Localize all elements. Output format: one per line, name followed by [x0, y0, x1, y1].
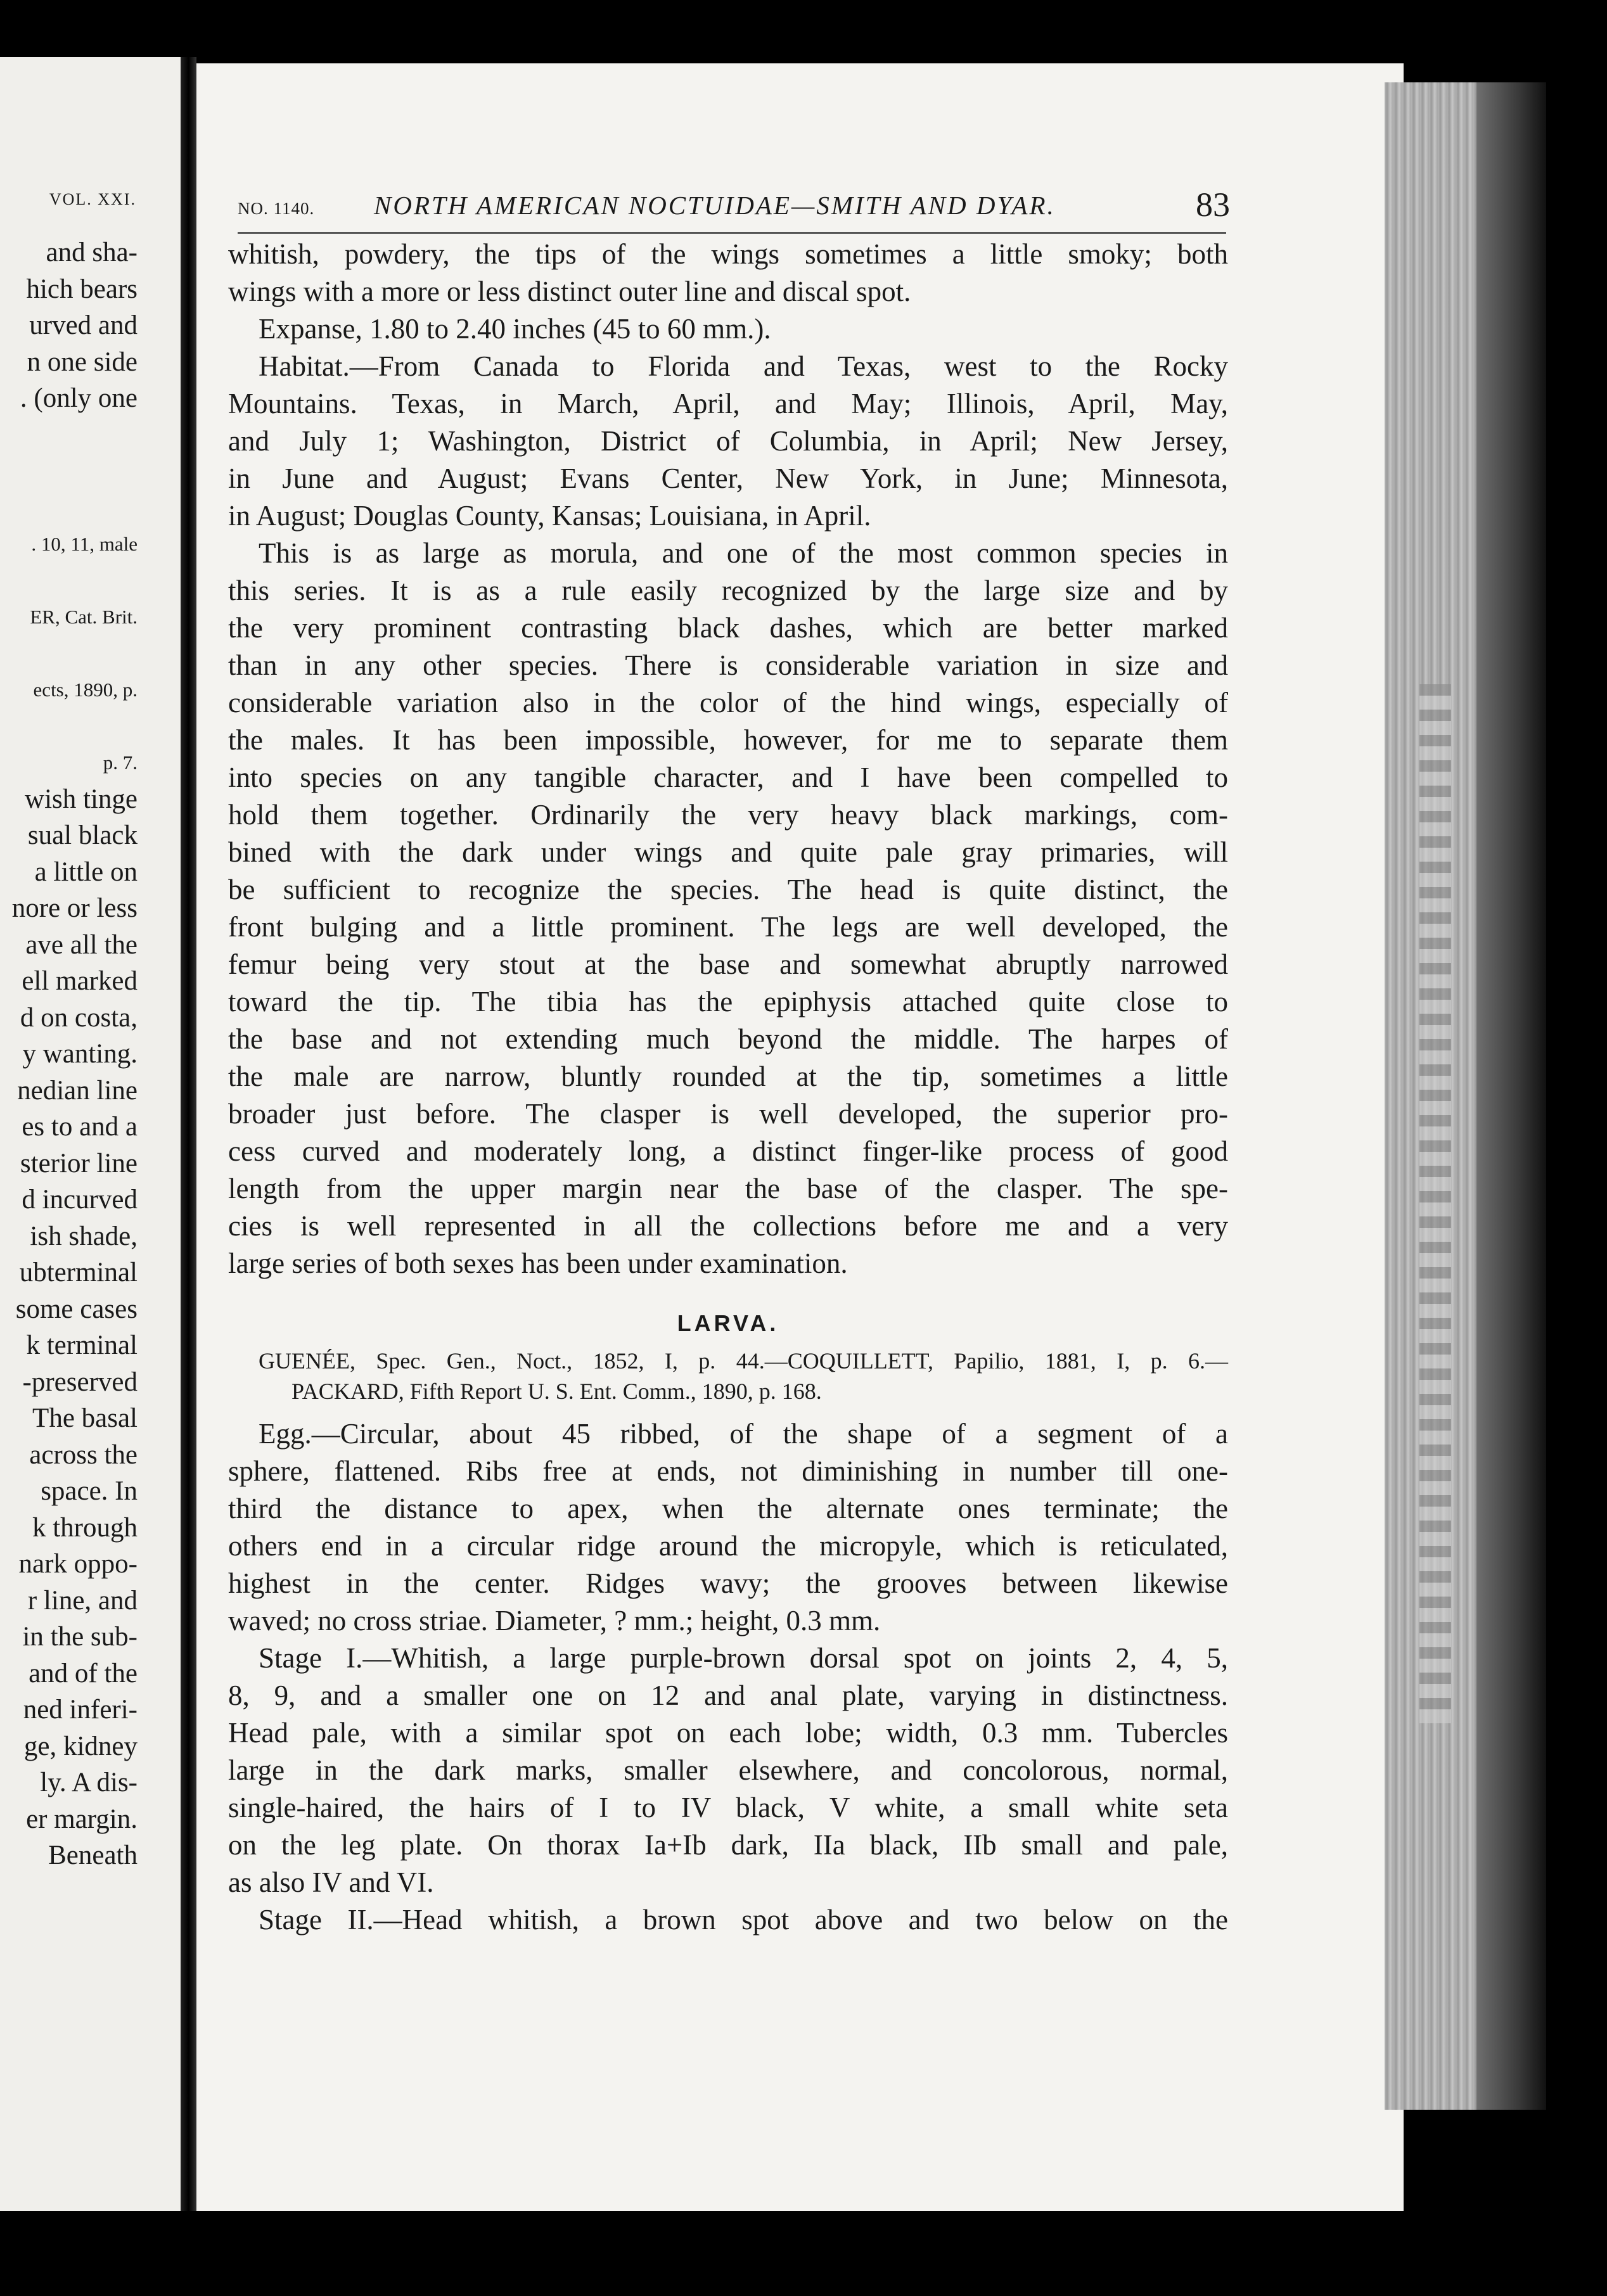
left-page-line: across the	[29, 1439, 138, 1470]
left-page-line: r line, and	[27, 1585, 138, 1616]
text-line: front bulging and a little prominent. The legs are well developed, the	[228, 911, 1228, 943]
left-page-text	[0, 234, 138, 1874]
text-line: large in the dark marks, smaller elsewhere, and concolorous, normal,	[228, 1754, 1228, 1786]
left-page-line: ER, Cat. Brit.	[30, 606, 138, 628]
left-page-line	[0, 417, 138, 454]
left-page-line: nedian line	[17, 1075, 138, 1106]
book-gutter	[181, 57, 196, 2211]
text-line: bined with the dark under wings and quite pale gray primaries, will	[228, 836, 1228, 868]
text-line: be sufficient to recognize the species. The head is quite distinct, the	[228, 874, 1228, 905]
left-page-line: space. In	[41, 1476, 138, 1506]
left-page-line	[0, 563, 138, 599]
left-page-line: ects, 1890, p.	[33, 679, 138, 701]
section-heading: LARVA.	[677, 1310, 779, 1336]
reference-line: PACKARD, Fifth Report U. S. Ent. Comm., 1890, p. 168.	[291, 1379, 822, 1404]
left-page-line: -preserved	[22, 1367, 138, 1397]
left-page-line: sterior line	[20, 1148, 138, 1178]
reference-line: GUENÉE, Spec. Gen., Noct., 1852, I, p. 44.—COQUILLETT, Papilio, 1881, I, p. 6.—	[259, 1348, 1228, 1374]
left-page-line	[0, 490, 138, 526]
text-line: cies is well represented in all the collections before me and a very	[228, 1210, 1228, 1242]
text-line: single-haired, the hairs of I to IV black, V white, a small white seta	[228, 1792, 1228, 1823]
text-line: hold them together. Ordinarily the very heavy black markings, com-	[228, 799, 1228, 831]
text-line: and July 1; Washington, District of Columbia, in April; New Jersey,	[228, 425, 1228, 457]
text-line: this series. It is as a rule easily recognized by the large size and by	[228, 575, 1228, 606]
running-head	[238, 186, 1230, 228]
text-line: into species on any tangible character, and I have been compelled to	[228, 762, 1228, 793]
left-page-line: hich bears	[26, 274, 138, 304]
text-line: on the leg plate. On thorax Ia+Ib dark, IIa black, IIb small and pale,	[228, 1829, 1228, 1861]
left-page-line: in the sub-	[22, 1622, 138, 1652]
text-line: Habitat.—From Canada to Florida and Texas, west to the Rocky	[259, 350, 1228, 382]
article-number: NO. 1140.	[238, 199, 315, 218]
left-page-line: sual black	[27, 820, 138, 850]
left-page-line: some cases	[15, 1294, 138, 1324]
text-line: wings with a more or less distinct outer line and discal spot.	[228, 276, 911, 307]
text-line: the males. It has been impossible, however, for me to separate them	[228, 724, 1228, 756]
left-page-line	[0, 453, 138, 490]
left-page-line: wish tinge	[25, 784, 138, 814]
left-page-line: ish shade,	[30, 1221, 138, 1251]
left-page-line: The basal	[32, 1403, 138, 1433]
left-page-line: ave all the	[25, 929, 138, 960]
page-number: 83	[1196, 186, 1230, 224]
left-page-line: es to and a	[22, 1112, 138, 1142]
left-page-line: nore or less	[11, 893, 138, 923]
body-text	[228, 236, 1228, 1939]
left-page-line: ubterminal	[19, 1258, 138, 1287]
text-line: the base and not extending much beyond the middle. The harpes of	[228, 1023, 1228, 1055]
text-line: than in any other species. There is considerable variation in size and	[228, 649, 1228, 681]
text-line: femur being very stout at the base and somewhat abruptly narrowed	[228, 948, 1228, 980]
text-line: waved; no cross striae. Diameter, ? mm.; height, 0.3 mm.	[228, 1605, 881, 1636]
text-line: Mountains. Texas, in March, April, and May; Illinois, April, May,	[228, 388, 1228, 419]
left-page-line	[0, 635, 138, 672]
text-line: This is as large as morula, and one of the most common species in	[259, 537, 1228, 569]
left-page-line: p. 7.	[103, 751, 138, 774]
left-page-line: n one side	[27, 347, 138, 377]
left-page-line: k through	[32, 1512, 138, 1543]
text-line: 8, 9, and a smaller one on 12 and anal plate, varying in distinctness.	[228, 1680, 1228, 1711]
left-page-line: urved and	[29, 310, 138, 340]
text-line: in June and August; Evans Center, New York, in June; Minnesota,	[228, 462, 1228, 494]
text-line: toward the tip. The tibia has the epiphysis attached quite close to	[228, 986, 1228, 1017]
left-page-line: d incurved	[22, 1185, 138, 1215]
left-page-line	[0, 708, 138, 745]
book-cover-edge	[1476, 82, 1546, 2110]
left-page-line: y wanting.	[22, 1039, 138, 1069]
text-line: the male are narrow, bluntly rounded at the tip, sometimes a little	[228, 1061, 1228, 1092]
left-page-line: ly. A dis-	[40, 1768, 138, 1797]
running-title: NORTH AMERICAN NOCTUIDAE—SMITH AND DYAR.	[374, 191, 1056, 220]
text-line: large series of both sexes has been under examination.	[228, 1247, 848, 1279]
text-line: as also IV and VI.	[228, 1866, 434, 1898]
left-page-line: . (only one	[20, 383, 138, 413]
left-page-line: k terminal	[26, 1330, 138, 1360]
text-line: broader just before. The clasper is well developed, the superior pro-	[228, 1098, 1228, 1130]
text-line: third the distance to apex, when the alternate ones terminate; the	[228, 1493, 1228, 1524]
text-line: whitish, powdery, the tips of the wings sometimes a little smoky; both	[228, 238, 1228, 270]
text-line: Head pale, with a similar spot on each lobe; width, 0.3 mm. Tubercles	[228, 1717, 1228, 1749]
text-line: others end in a circular ridge around the micropyle, which is reticulated,	[228, 1530, 1228, 1562]
text-line: the very prominent contrasting black dashes, which are better marked	[228, 612, 1228, 644]
left-page-line: nark oppo-	[18, 1549, 138, 1579]
left-page-line: . 10, 11, male	[31, 533, 138, 555]
left-page-line: ge, kidney	[23, 1731, 138, 1761]
text-line: Stage II.—Head whitish, a brown spot above and two below on the	[259, 1904, 1228, 1936]
text-line: highest in the center. Ridges wavy; the grooves between likewise	[228, 1567, 1228, 1599]
left-page-line: d on costa,	[20, 1002, 138, 1033]
left-page-line: and of the	[29, 1658, 138, 1688]
left-running-head: VOL. XXI.	[49, 190, 136, 208]
text-line: Expanse, 1.80 to 2.40 inches (45 to 60 mm.).	[259, 313, 771, 345]
left-page-line: and sha-	[46, 238, 138, 267]
left-page-line: ell marked	[22, 966, 138, 996]
left-page-line: ned inferi-	[23, 1695, 138, 1725]
left-page-line: Beneath	[48, 1840, 138, 1870]
text-line: in August; Douglas County, Kansas; Louisiana, in April.	[228, 500, 871, 532]
text-line: length from the upper margin near the base of the clasper. The spe-	[228, 1173, 1228, 1204]
text-line: considerable variation also in the color of the hind wings, especially of	[228, 687, 1228, 718]
text-line: sphere, flattened. Ribs free at ends, not diminishing in number till one-	[228, 1455, 1228, 1487]
text-line: Stage I.—Whitish, a large purple-brown dorsal spot on joints 2, 4, 5,	[259, 1642, 1228, 1674]
header-rule	[238, 232, 1226, 234]
text-line: Egg.—Circular, about 45 ribbed, of the shape of a segment of a	[259, 1418, 1228, 1450]
book-edge-marking	[1419, 684, 1451, 1723]
left-page-line: er margin.	[26, 1804, 138, 1834]
text-line: cess curved and moderately long, a distinct finger-like process of good	[228, 1135, 1228, 1167]
left-facing-page	[0, 57, 181, 2211]
left-page-line: a little on	[34, 857, 138, 887]
